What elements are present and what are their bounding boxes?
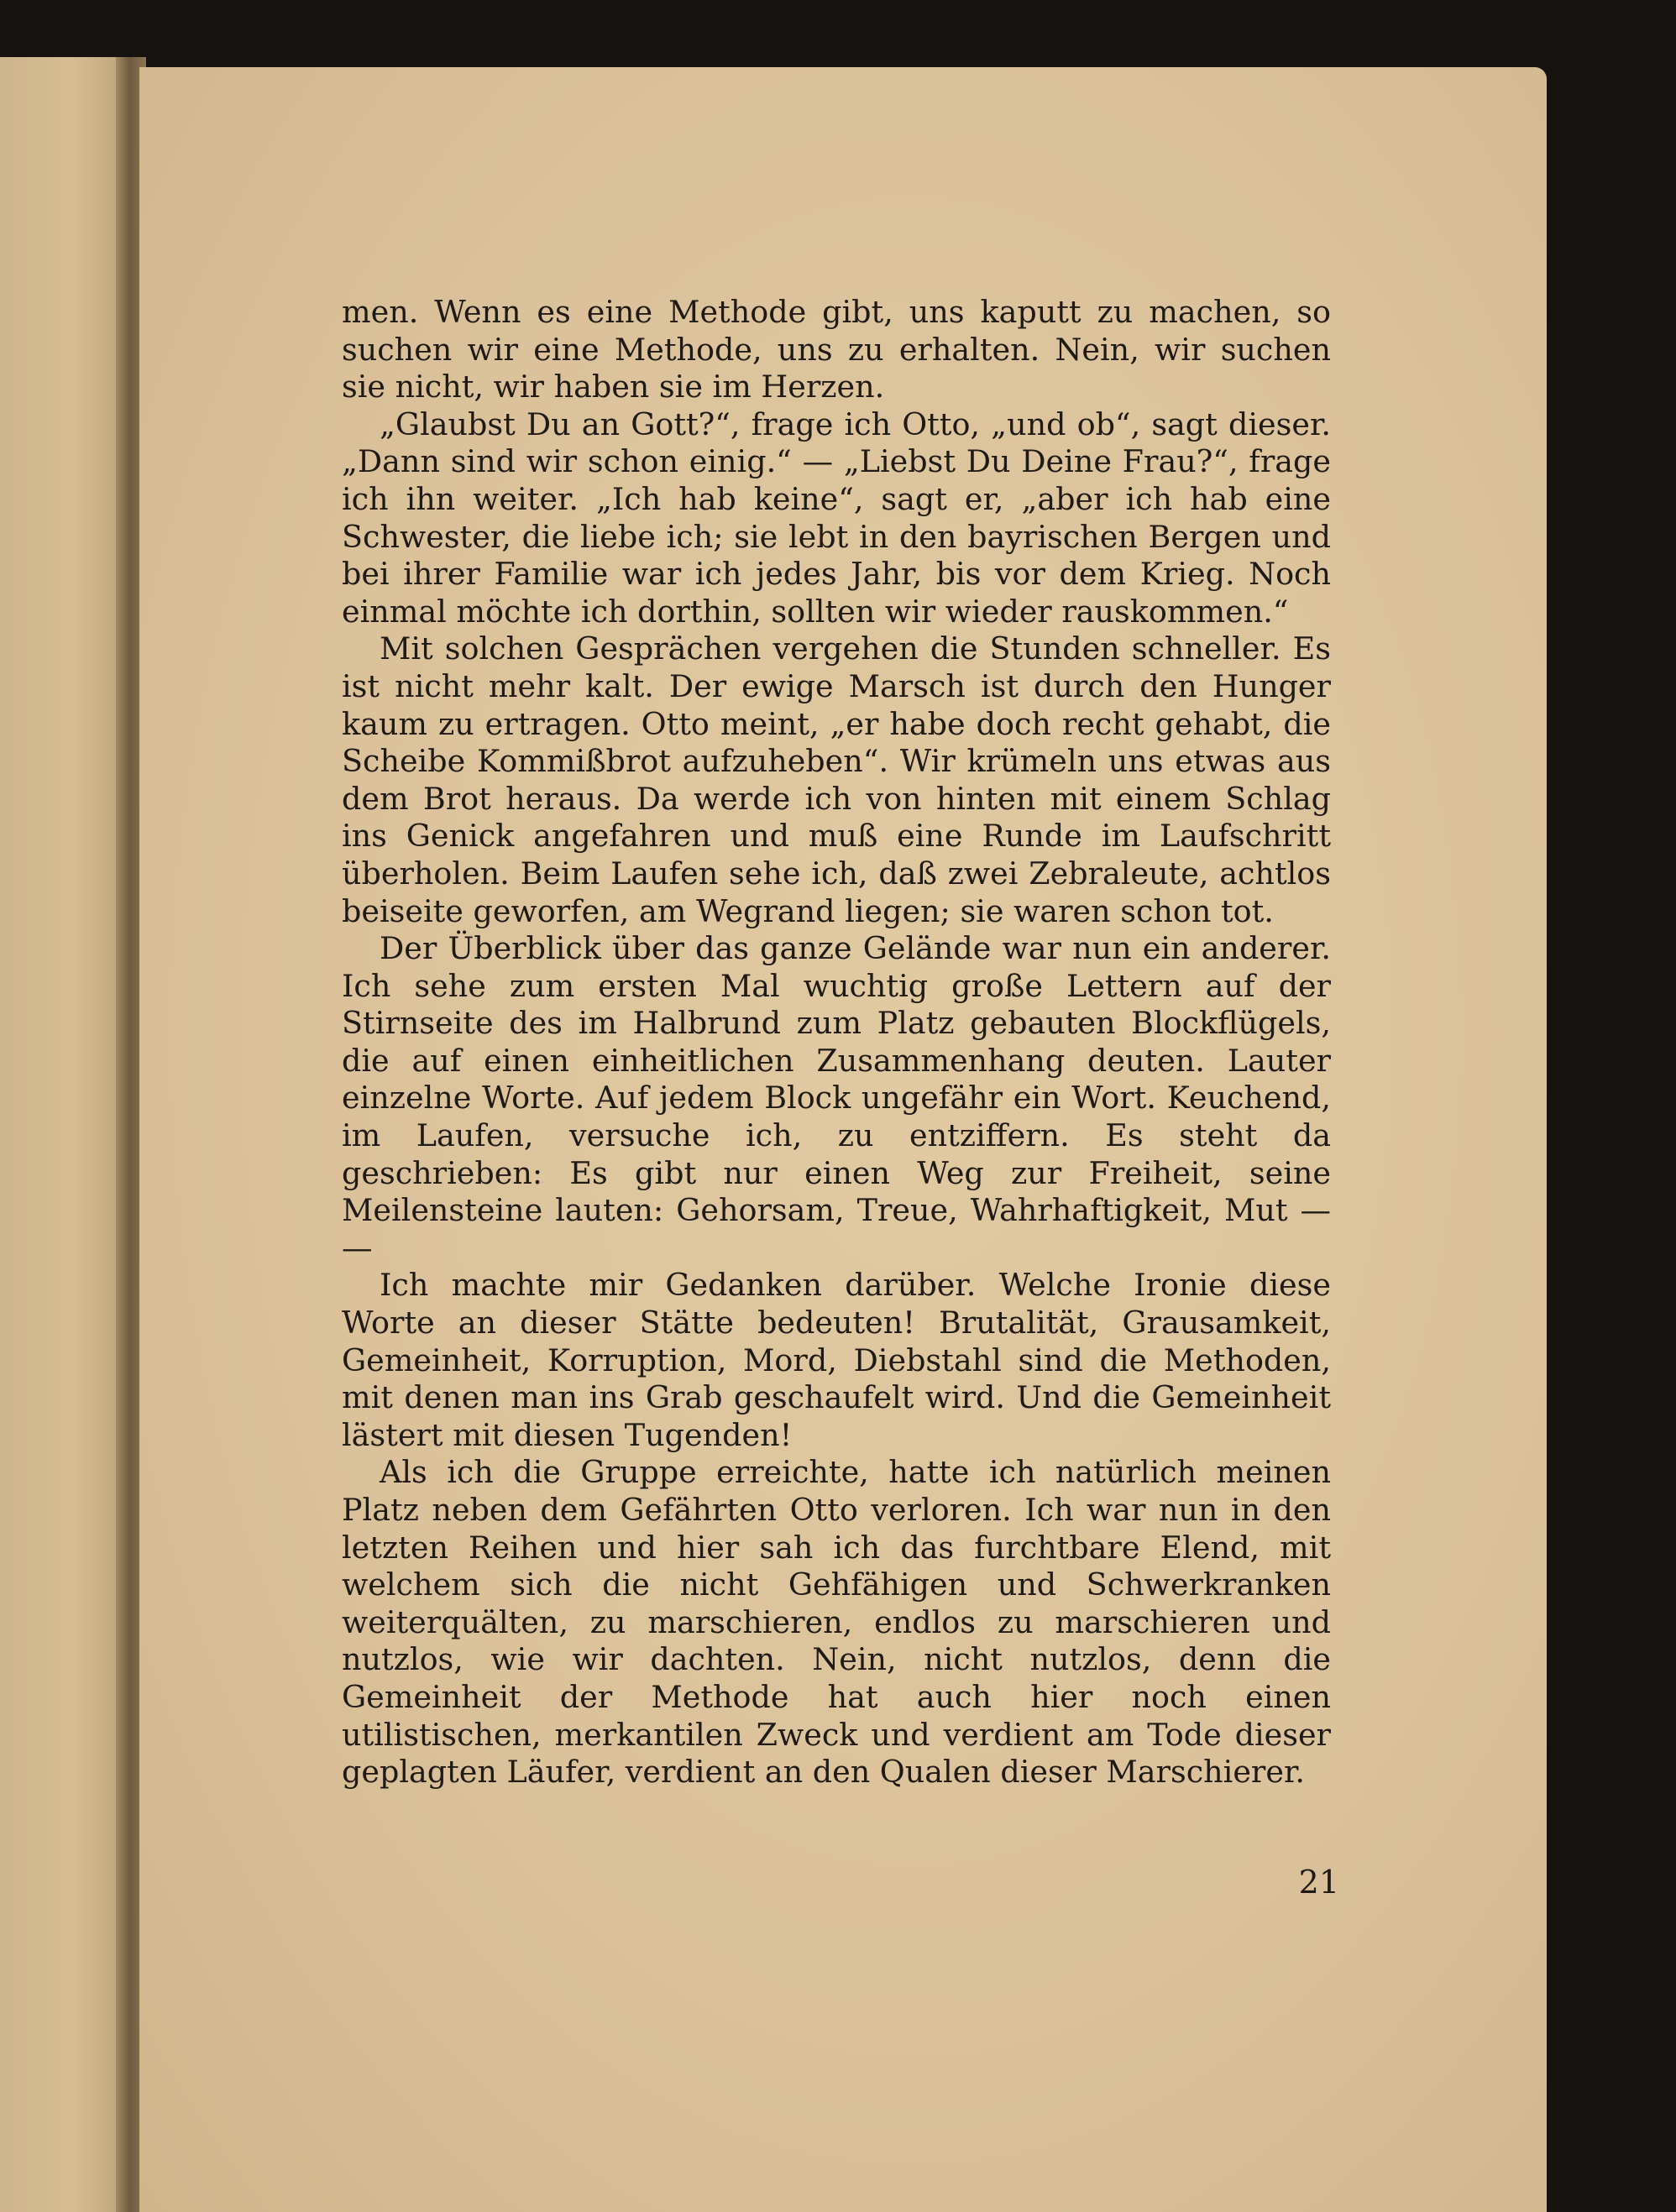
- body-text: [342, 294, 1331, 1791]
- paragraph: „Glaubst Du an Gott?“, frage ich Otto, „und ob“, sagt dieser. „Dann sind wir schon einig.“ — „Liebst Du Deine Frau?“, frage ich ihn weiter. „Ich hab keine“, sagt er, „aber ich hab eine Schwester, die liebe ich; sie lebt in den bayrischen Bergen und bei ihrer Familie war ich jedes Jahr, bis vor dem Krieg. Noch einmal möchte ich dorthin, sollten wir wieder rauskommen.“: [342, 405, 1331, 630]
- paragraph: Der Überblick über das ganze Gelände war nun ein anderer. Ich sehe zum ersten Mal wuchtig große Lettern auf der Stirnseite des im Halbrund zum Platz gebauten Blockflügels, die auf einen einheitlichen Zusammenhang deuten. Lauter einzelne Worte. Auf jedem Block ungefähr ein Wort. Keuchend, im Laufen, versuche ich, zu entziffern. Es steht da geschrieben: Es gibt nur einen Weg zur Freiheit, seine Meilensteine lauten: Gehorsam, Treue, Wahrhaftigkeit, Mut — —: [342, 930, 1331, 1266]
- page-number: 21: [1298, 1864, 1339, 1901]
- paragraph: Als ich die Gruppe erreichte, hatte ich natürlich meinen Platz neben dem Gefährten Otto verloren. Ich war nun in den letzten Reihen und hier sah ich das furchtbare Elend, mit welchem sich die nicht Gehfähigen und Schwerkranken weiterquälten, zu marschieren, endlos zu marschieren und nutzlos, wie wir dachten. Nein, nicht nutzlos, denn die Gemeinheit der Methode hat auch hier noch einen utilistischen, merkantilen Zweck und verdient am Tode dieser geplagten Läufer, verdient an den Qualen dieser Marschierer.: [342, 1454, 1331, 1791]
- facing-page-edge: [0, 57, 122, 2212]
- paragraph: men. Wenn es eine Methode gibt, uns kaputt zu machen, so suchen wir eine Methode, uns zu erhalten. Nein, wir suchen sie nicht, wir haben sie im Herzen.: [342, 294, 1331, 405]
- paragraph: Mit solchen Gesprächen vergehen die Stunden schneller. Es ist nicht mehr kalt. Der ewige Marsch ist durch den Hunger kaum zu ertragen. Otto meint, „er habe doch recht gehabt, die Scheibe Kommißbrot aufzuheben“. Wir krümeln uns etwas aus dem Brot heraus. Da werde ich von hinten mit einem Schlag ins Genick angefahren und muß eine Runde im Laufschritt überholen. Beim Laufen sehe ich, daß zwei Zebraleute, achtlos beiseite geworfen, am Wegrand liegen; sie waren schon tot.: [342, 630, 1331, 929]
- paragraph: Ich machte mir Gedanken darüber. Welche Ironie diese Worte an dieser Stätte bedeuten! Brutalität, Grausamkeit, Gemeinheit, Korruption, Mord, Diebstahl sind die Methoden, mit denen man ins Grab geschaufelt wird. Und die Gemeinheit lästert mit diesen Tugenden!: [342, 1267, 1331, 1453]
